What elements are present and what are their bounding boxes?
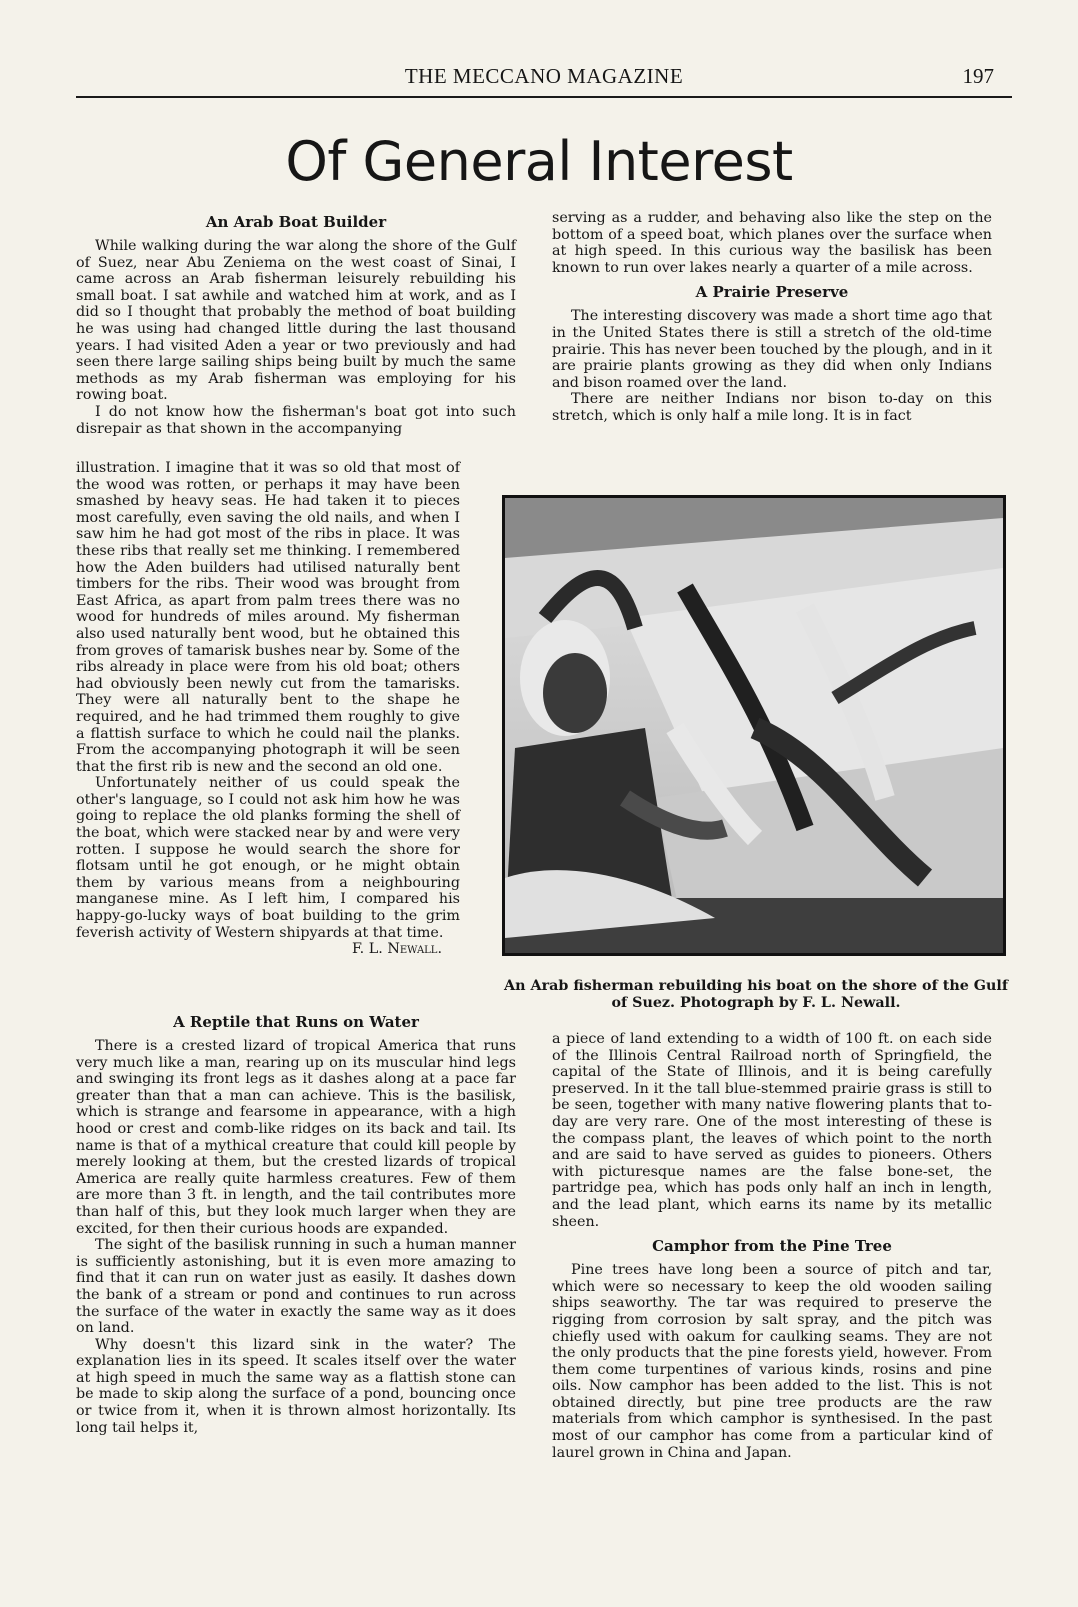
right-column-top bbox=[552, 210, 992, 425]
article-arab-boat-builder-continued bbox=[76, 460, 460, 958]
article-reptile bbox=[76, 1012, 516, 1436]
paragraph: Why doesn't this lizard sink in the water? The explanation lies in its speed. It scales itself over the water at high speed in much the same way as a flattish stone can be made to skip along the surface of a pond, bouncing once or twice from it, when it is thrown almost horizontally. Its long tail helps it, bbox=[76, 1336, 516, 1436]
heading-arab-boat-builder: An Arab Boat Builder bbox=[205, 213, 387, 231]
article-arab-boat-builder bbox=[76, 212, 516, 437]
heading-reptile: A Reptile that Runs on Water bbox=[173, 1013, 419, 1031]
paragraph: While walking during the war along the shore of the Gulf of Suez, near Abu Zeniema on the west coast of Sinai, I came across an Arab fisherman leisurely rebuilding his small boat. I sat awhile and watched him at work, and as I did so I thought that probably the method of boat building he was using had changed little during the last thousand years. I had visited Aden a year or two previously and had seen there large sailing ships being built by much the same methods as my Arab fisherman was employing for his rowing boat. bbox=[76, 238, 516, 404]
heading-camphor: Camphor from the Pine Tree bbox=[652, 1237, 892, 1256]
page-number: 197 bbox=[962, 64, 994, 88]
paragraph: There is a crested lizard of tropical America that runs very much like a man, rearing up on its muscular hind legs and swinging its front legs as it dashes along at a pace far greater than that a man can achieve. This is the basilisk, which is strange and fearsome in appearance, with a high hood or crest and comb-like ridges on its back and tail. Its name is that of a mythical creature that could kill people by merely looking at them, but the crested lizards of tropical America are really quite harmless creatures. Few of them are more than 3 ft. in length, and the tail contributes more than half of this, but they look much larger when they are excited, for then their curious hoods are expanded. bbox=[76, 1038, 516, 1237]
paragraph: Pine trees have long been a source of pitch and tar, which were so necessary to keep the old wooden sailing ships seaworthy. The tar was required to preserve the rigging from corrosion by salt spray, and the pitch was chiefly used with oakum for caulking seams. They are not the only products that the pine forests yield, however. From them come turpentines of various kinds, rosins and pine oils. Now camphor has been added to the list. This is not obtained directly, but pine tree products are the raw materials from which camphor is synthesised. In the past most of our camphor has come from a particular kind of laurel grown in China and Japan. bbox=[552, 1262, 992, 1461]
magazine-title: THE MECCANO MAGAZINE bbox=[404, 64, 684, 88]
paragraph: The interesting discovery was made a short time ago that in the United States there is still a stretch of the old-time prairie. This has never been touched by the plough, and in it are prairie plants growing as they did when only Indians and bison roamed over the land. bbox=[552, 308, 992, 391]
paragraph: illustration. I imagine that it was so old that most of the wood was rotten, or perhaps it may have been smashed by heavy seas. He had taken it to pieces most carefully, even saving the old nails, and when I saw him he had got most of the ribs in place. It was these ribs that really set me thinking. I remembered how the Aden builders had utilised naturally bent timbers for the ribs. Their wood was brought from East Africa, as apart from palm trees there was no wood for hundreds of miles around. My fisherman also used naturally bent wood, but he obtained this from groves of tamarisk bushes near by. Some of the ribs already in place were from his old boat; others had obviously been newly cut from the tamarisks. They were all naturally bent to the shape he required, and he had trimmed them roughly to give a flattish surface to which he could nail the planks. From the accompanying photograph it will be seen that the first rib is new and the second an old one. bbox=[76, 460, 460, 775]
paragraph: Unfortunately neither of us could speak the other's language, so I could not ask him how he was going to replace the old planks forming the shell of the boat, which were stacked near by and were very rotten. I suppose he would search the shore for flotsam until he got enough, or he might obtain them by various means from a neighbouring manganese mine. As I left him, I compared his happy-go-lucky ways of boat building to the grim feverish activity of Western shipyards at that time. bbox=[76, 775, 460, 941]
author-signature: F. L. Newall. bbox=[351, 941, 442, 958]
page-title: Of General Interest bbox=[285, 130, 793, 193]
paragraph: The sight of the basilisk running in such a human manner is sufficiently astonishing, but it is even more amazing to find that it can run on water just as easily. It dashes down the bank of a stream or pond and continues to run across the surface of the water in exactly the same way as it does on land. bbox=[76, 1237, 516, 1337]
paragraph: I do not know how the fisherman's boat got into such disrepair as that shown in the accompanying bbox=[76, 403, 516, 437]
paragraph: There are neither Indians nor bison to-day on this stretch, which is only half a mile long. It is in fact bbox=[552, 391, 992, 424]
paragraph: a piece of land extending to a width of 100 ft. on each side of the Illinois Central Railroad north of Springfield, the capital of the State of Illinois, and it is being carefully preserved. In it the tall blue-stemmed prairie grass is still to be seen, together with many native flowering plants that to-day are very rare. One of the most interesting of these is the compass plant, the leaves of which point to the north and are said to have served as guides to pioneers. Others with picturesque names are the false bone-set, the partridge pea, which has pods only half an inch in length, and the lead plant, which earns its name by its metallic sheen. bbox=[552, 1031, 992, 1230]
running-header bbox=[76, 62, 1012, 98]
heading-prairie-preserve: A Prairie Preserve bbox=[695, 283, 849, 302]
right-column-bottom bbox=[552, 1031, 992, 1461]
photo-caption: An Arab fisherman rebuilding his boat on the shore of the Gulf of Suez. Photograph by F. L. Newall. bbox=[504, 978, 1008, 1011]
paragraph: serving as a rudder, and behaving also like the step on the bottom of a speed boat, which planes over the surface when at high speed. In this curious way the basilisk has been known to run over lakes nearly a quarter of a mile across. bbox=[552, 210, 992, 276]
photograph-arab-fisherman bbox=[502, 495, 1006, 956]
boat-photo-illustration bbox=[505, 498, 1003, 953]
